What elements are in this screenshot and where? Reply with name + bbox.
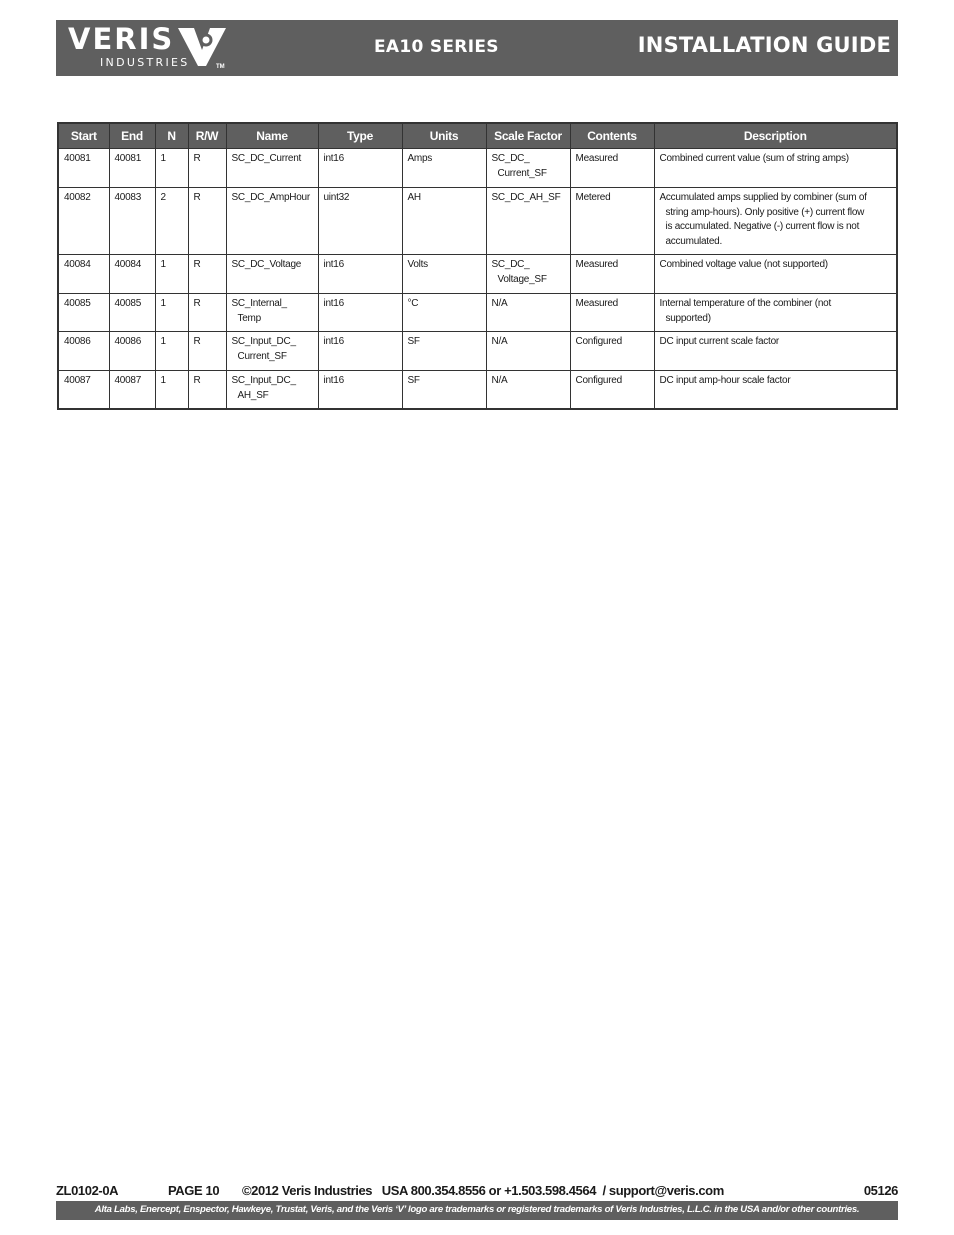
cell-units: Volts [402,255,486,294]
cell-end: 40083 [109,188,155,255]
doc-number: ZL0102-0A [56,1183,119,1198]
table-row [58,294,897,332]
cell-line: is accumulated. Negative (-) current flow is not [665,221,860,232]
cell-line: SC_Input_DC_ [231,375,296,386]
cell-line: supported) [665,312,711,324]
cell-end: 40084 [109,255,155,294]
cell-contents: Configured [570,371,654,410]
logo-trademark: TM [216,64,225,70]
cell-end: 40087 [109,371,155,410]
cell-units: °C [402,294,486,332]
contact-info: ©2012 Veris Industries USA 800.354.8556 or +1.503.598.4564 / support@veris.com [242,1183,724,1198]
cell-line: accumulated. [665,235,722,247]
cell-line: Internal temperature of the combiner (not [659,298,832,309]
cell-units: Amps [402,149,486,188]
cell-desc [654,371,897,410]
column-header-contents: Contents [570,123,654,149]
cell-scale [486,371,570,410]
cell-n: 2 [155,188,188,255]
cell-line: Accumulated amps supplied by combiner (sum of [659,192,867,203]
cell-n: 1 [155,294,188,332]
cell-type: int16 [318,294,402,332]
cell-rw: R [188,294,226,332]
cell-end: 40085 [109,294,155,332]
cell-line: N/A [491,298,508,309]
column-header-n: N [155,123,188,149]
cell-line: Voltage_SF [497,273,547,285]
cell-line: SC_Input_DC_ [231,336,296,347]
cell-name [226,294,318,332]
table-header-row [58,123,897,149]
cell-line: Combined voltage value (not supported) [659,259,828,270]
cell-contents: Metered [570,188,654,255]
cell-rw: R [188,371,226,410]
cell-contents: Configured [570,332,654,371]
column-header-name: Name [226,123,318,149]
logo-wordmark: VERIS [68,22,175,56]
cell-scale [486,255,570,294]
cell-type: int16 [318,255,402,294]
cell-line: DC input amp-hour scale factor [659,375,791,386]
cell-line: N/A [491,336,508,347]
cell-line: Combined current value (sum of string amps) [659,153,849,164]
table-row [58,332,897,371]
cell-start: 40085 [58,294,109,332]
column-header-units: Units [402,123,486,149]
footer-info [56,1182,898,1200]
guide-title: INSTALLATION GUIDE [637,33,891,57]
table-row [58,255,897,294]
cell-name [226,332,318,371]
veris-logo [66,24,236,72]
cell-name [226,149,318,188]
cell-contents: Measured [570,255,654,294]
cell-n: 1 [155,371,188,410]
header-bar [56,20,898,76]
cell-units: SF [402,371,486,410]
cell-start: 40087 [58,371,109,410]
table-body [58,149,897,410]
cell-end: 40081 [109,149,155,188]
cell-n: 1 [155,149,188,188]
cell-rw: R [188,149,226,188]
series-title: EA10 SERIES [374,37,499,57]
column-header-desc: Description [654,123,897,149]
cell-line: string amp-hours). Only positive (+) current flow [665,206,865,218]
cell-scale [486,332,570,371]
cell-desc [654,149,897,188]
cell-line: SC_DC_Current [231,153,302,164]
column-header-type: Type [318,123,402,149]
cell-line: SC_DC_ [491,259,530,270]
cell-desc [654,332,897,371]
cell-start: 40081 [58,149,109,188]
cell-rw: R [188,332,226,371]
cell-units: SF [402,332,486,371]
footer-bar [56,1201,898,1220]
cell-start: 40082 [58,188,109,255]
cell-units: AH [402,188,486,255]
cell-line: N/A [491,375,508,386]
logo-subtitle: INDUSTRIES [100,56,190,69]
cell-line: SC_DC_AmpHour [231,192,310,203]
cell-n: 1 [155,255,188,294]
column-header-rw: R/W [188,123,226,149]
cell-contents: Measured [570,294,654,332]
register-table [57,122,898,410]
cell-scale [486,149,570,188]
cell-rw: R [188,188,226,255]
veris-v-icon [176,26,228,68]
cell-contents: Measured [570,149,654,188]
cell-desc [654,188,897,255]
cell-start: 40084 [58,255,109,294]
cell-line: SC_DC_AH_SF [491,192,561,203]
cell-line: SC_DC_ [491,153,530,164]
cell-line: Current_SF [497,167,547,179]
page-number: PAGE 10 [168,1183,220,1198]
cell-scale [486,188,570,255]
cell-desc [654,255,897,294]
cell-line: Current_SF [237,350,287,362]
trademark-notice: Alta Labs, Enercept, Enspector, Hawkeye, Trustat, Veris, and the Veris ‘V’ logo are trademarks or registered trademarks of Veris Industries, L.L.C. in the USA and/or other countries. [94,1204,860,1215]
cell-end: 40086 [109,332,155,371]
cell-line: AH_SF [237,389,269,401]
cell-type: uint32 [318,188,402,255]
table-row [58,371,897,410]
table-row [58,188,897,255]
doc-code: 05126 [863,1183,898,1198]
column-header-scale: Scale Factor [486,123,570,149]
cell-line: DC input current scale factor [659,336,779,347]
column-header-start: Start [58,123,109,149]
cell-name [226,188,318,255]
cell-line: SC_DC_Voltage [231,259,302,270]
cell-n: 1 [155,332,188,371]
cell-name [226,255,318,294]
cell-desc [654,294,897,332]
cell-type: int16 [318,149,402,188]
cell-type: int16 [318,332,402,371]
table-row [58,149,897,188]
cell-scale [486,294,570,332]
cell-type: int16 [318,371,402,410]
cell-start: 40086 [58,332,109,371]
column-header-end: End [109,123,155,149]
cell-line: Temp [237,312,261,324]
cell-name [226,371,318,410]
cell-line: SC_Internal_ [231,298,287,309]
cell-rw: R [188,255,226,294]
